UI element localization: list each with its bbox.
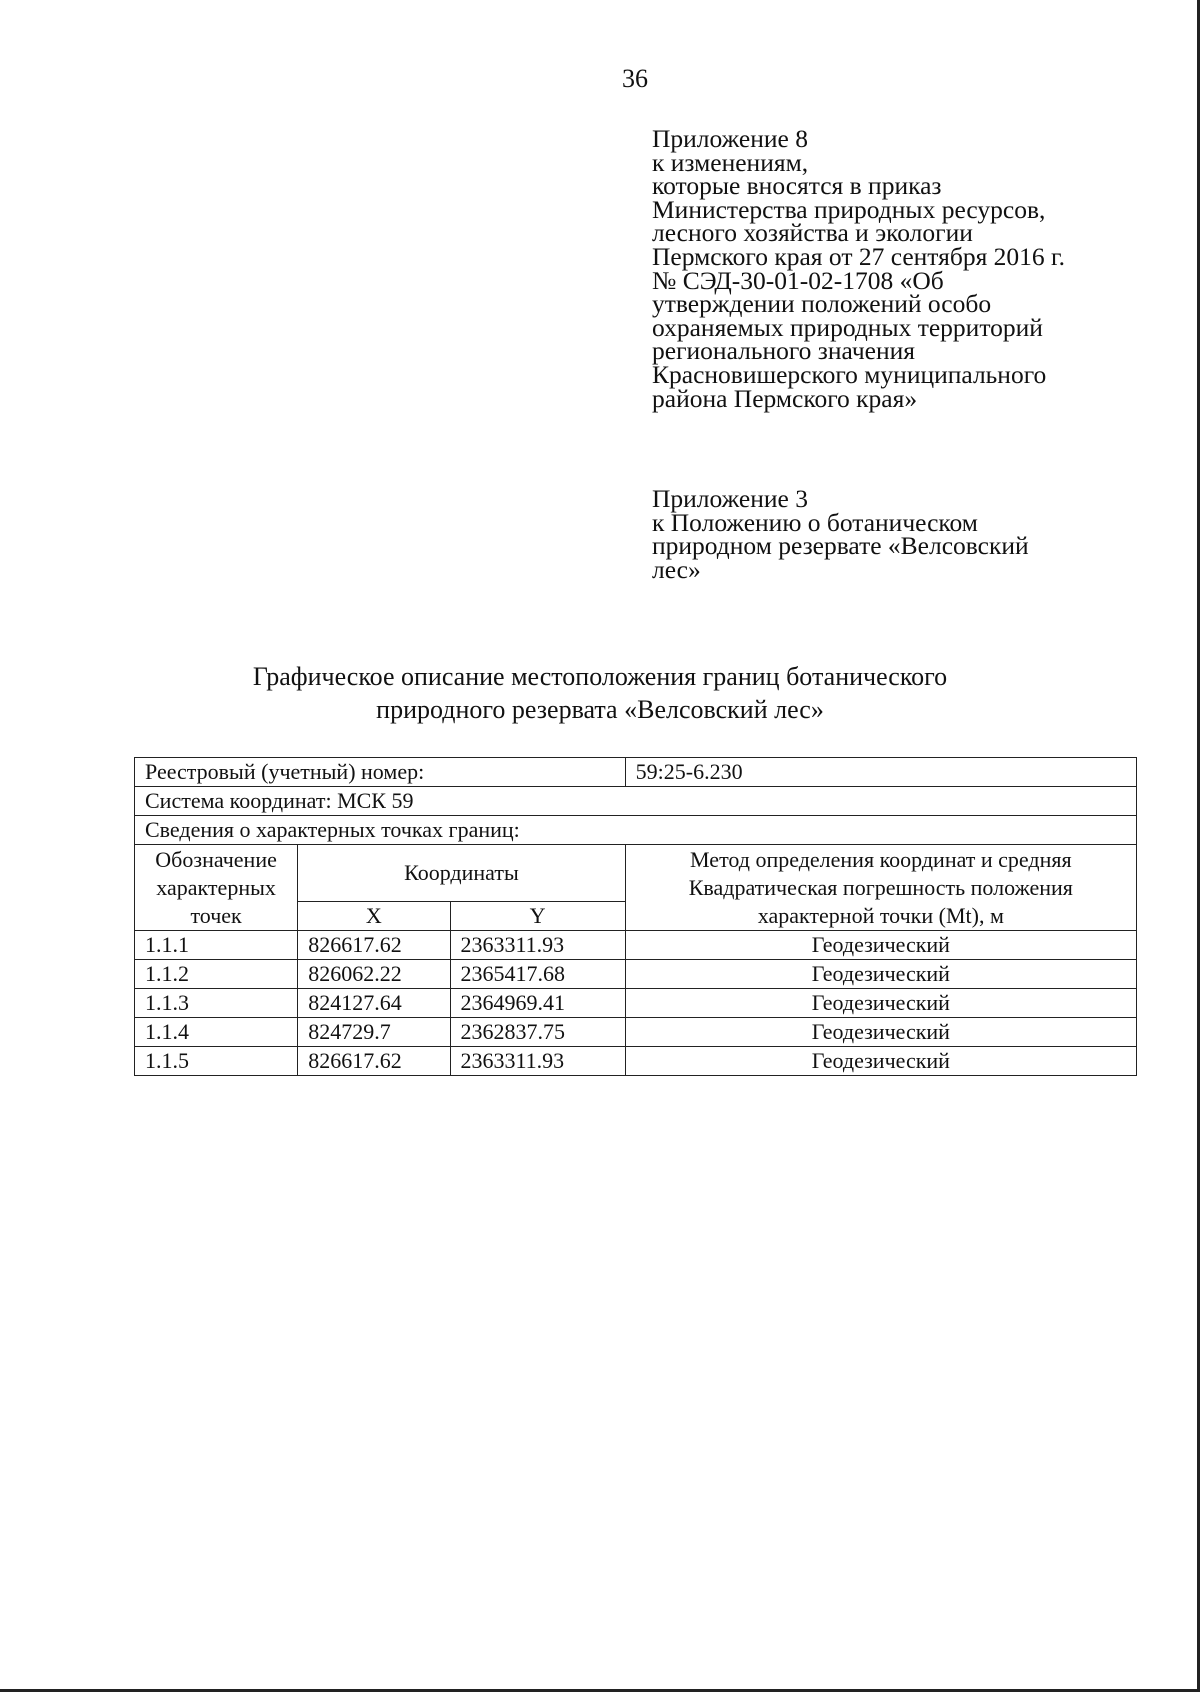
appendix-8-line: регионального значения <box>652 336 915 366</box>
point-header-line: точек <box>190 902 242 928</box>
method-header-line: Квадратическая погрешность положения <box>688 874 1073 900</box>
y-cell: 2362837.75 <box>450 1018 625 1047</box>
point-cell: 1.1.4 <box>135 1018 298 1047</box>
x-cell: 826062.22 <box>298 960 450 989</box>
appendix-8-line: Пермского края от 27 сентября 2016 г. <box>652 241 1066 271</box>
x-cell: 824729.7 <box>298 1018 450 1047</box>
table-row <box>135 960 1137 989</box>
appendix-8-line: Красновишерского муниципального <box>652 359 1047 389</box>
coord-system: Система координат: МСК 59 <box>135 787 1137 816</box>
method-cell: Геодезический <box>625 960 1136 989</box>
document-title <box>150 660 1050 726</box>
appendix-8-header <box>652 124 1122 413</box>
appendix-8-line: к изменениям, <box>652 147 809 177</box>
y-cell: 2364969.41 <box>450 989 625 1018</box>
points-info: Сведения о характерных точках границ: <box>135 816 1137 845</box>
method-cell: Геодезический <box>625 931 1136 960</box>
appendix-3-line: Приложение 3 <box>652 484 808 513</box>
x-cell: 824127.64 <box>298 989 450 1018</box>
point-column-header <box>135 845 298 931</box>
y-cell: 2363311.93 <box>450 931 625 960</box>
page-number: 36 <box>622 64 648 93</box>
header-row <box>135 845 1137 902</box>
appendix-3-line: природном резервате «Велсовский <box>652 531 1029 561</box>
point-header-line: Обозначение <box>155 846 277 872</box>
point-cell: 1.1.2 <box>135 960 298 989</box>
y-column-header: Y <box>450 902 625 931</box>
registry-row <box>135 758 1137 787</box>
point-header-line: характерных <box>156 874 276 900</box>
method-column-header <box>625 845 1136 931</box>
appendix-8-line: лесного хозяйства и экологии <box>652 218 973 248</box>
table-row <box>135 931 1137 960</box>
appendix-3-line: лес» <box>652 554 701 584</box>
document-title-line: Графическое описание местоположения границ ботанического <box>252 662 948 691</box>
x-column-header: X <box>298 902 450 931</box>
boundary-points-table <box>134 757 1137 1076</box>
registry-value: 59:25-6.230 <box>625 758 1136 787</box>
coordinates-header: Координаты <box>298 845 625 902</box>
appendix-8-line: утверждении положений особо <box>652 289 992 319</box>
appendix-8-line: охраняемых природных территорий <box>652 312 1043 342</box>
registry-label: Реестровый (учетный) номер: <box>135 758 626 787</box>
table-row <box>135 1018 1137 1047</box>
appendix-8-line: района Пермского края» <box>652 383 918 413</box>
points-info-row <box>135 816 1137 845</box>
point-cell: 1.1.3 <box>135 989 298 1018</box>
method-header-line: Метод определения координат и средняя <box>690 846 1072 872</box>
point-cell: 1.1.5 <box>135 1047 298 1076</box>
appendix-8-line: Министерства природных ресурсов, <box>652 194 1046 224</box>
appendix-3-line: к Положению о ботаническом <box>652 507 978 537</box>
appendix-3-header <box>652 484 1122 584</box>
y-cell: 2363311.93 <box>450 1047 625 1076</box>
coord-system-row <box>135 787 1137 816</box>
method-cell: Геодезический <box>625 1047 1136 1076</box>
y-cell: 2365417.68 <box>450 960 625 989</box>
point-cell: 1.1.1 <box>135 931 298 960</box>
table-row <box>135 989 1137 1018</box>
x-cell: 826617.62 <box>298 931 450 960</box>
method-cell: Геодезический <box>625 989 1136 1018</box>
appendix-8-line: № СЭД-30-01-02-1708 «Об <box>652 265 944 295</box>
appendix-8-line: Приложение 8 <box>652 124 808 153</box>
table-row <box>135 1047 1137 1076</box>
document-title-line: природного резервата «Велсовский лес» <box>376 695 824 724</box>
method-header-line: характерной точки (Mt), м <box>757 902 1004 928</box>
method-cell: Геодезический <box>625 1018 1136 1047</box>
x-cell: 826617.62 <box>298 1047 450 1076</box>
appendix-8-line: которые вносятся в приказ <box>652 171 942 201</box>
